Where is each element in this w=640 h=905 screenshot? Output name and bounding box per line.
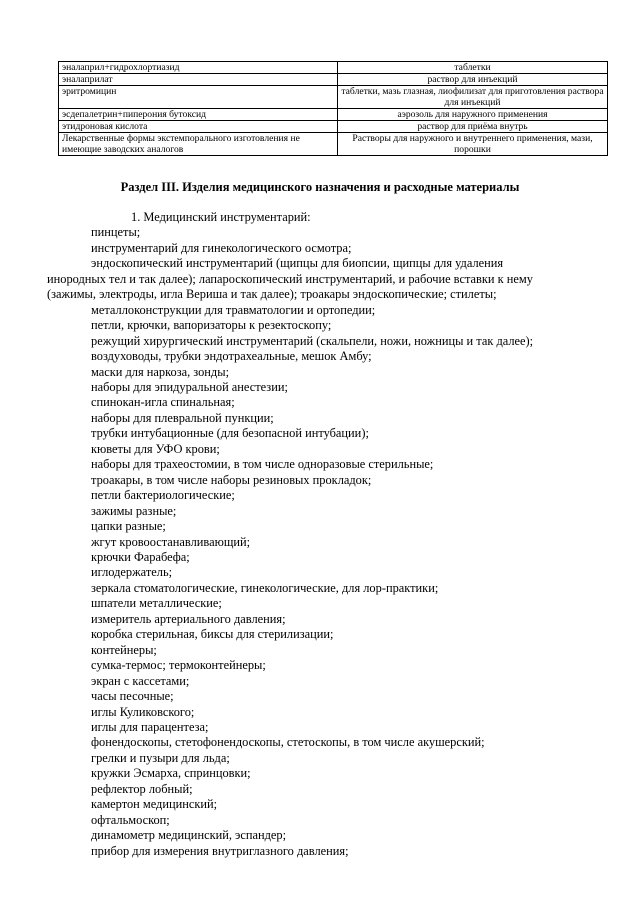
list-item: металлоконструкции для травматологии и ортопедии; <box>91 302 376 317</box>
list-item: воздуховоды, трубки эндотрахеальные, мешок Амбу; <box>91 349 372 364</box>
drug-name-cell: эсдепалетрин+пиперония бутоксид <box>59 109 338 121</box>
table-row <box>59 109 608 121</box>
list-item: фонендоскопы, стетофонендоскопы, стетоскопы, в том числе акушерский; <box>91 735 485 750</box>
list-item: сумка-термос; термоконтейнеры; <box>91 658 266 673</box>
drug-name-cell: этидроновая кислота <box>59 121 338 133</box>
list-item-continuation: (зажимы, электроды, игла Вериша и так далее); троакары эндоскопические; стилеты; <box>47 287 497 302</box>
list-item: коробка стерильная, биксы для стерилизации; <box>91 627 334 642</box>
list-item: камертон медицинский; <box>91 797 218 812</box>
list-item: наборы для плевральной пункции; <box>91 410 274 425</box>
list-item: маски для наркоза, зонды; <box>91 364 230 379</box>
list-item: наборы для эпидуральной анестезии; <box>91 379 288 394</box>
list-item: рефлектор лобный; <box>91 781 193 796</box>
section-title: Раздел III. Изделия медицинского назначения и расходные материалы <box>120 180 520 194</box>
list-item-continuation: инородных тел и так далее); лапароскопический инструментарий, и рабочие вставки к нему <box>47 271 533 286</box>
list-item: троакары, в том числе наборы резиновых прокладок; <box>91 472 372 487</box>
drug-name-cell: Лекарственные формы экстемпорального изготовления не имеющие заводских аналогов <box>59 133 338 156</box>
list-item: крючки Фарабефа; <box>91 549 190 564</box>
list-item: петли бактериологические; <box>91 488 235 503</box>
list-item: грелки и пузыри для льда; <box>91 750 230 765</box>
list-item: иглодержатель; <box>91 565 173 580</box>
list-item: петли, крючки, вапоризаторы к резектоскопу; <box>91 318 332 333</box>
drug-form-cell: аэрозоль для наружного применения <box>338 109 608 121</box>
list-item: режущий хирургический инструментарий (скальпели, ножи, ножницы и так далее); <box>91 333 534 348</box>
list-item: экран с кассетами; <box>91 673 190 688</box>
drug-form-cell: раствор для приёма внутрь <box>338 121 608 133</box>
list-item: наборы для трахеостомии, в том числе одноразовые стерильные; <box>91 457 434 472</box>
list-heading: 1. Медицинский инструментарий: <box>131 210 311 224</box>
list-item: прибор для измерения внутриглазного давления; <box>91 843 349 858</box>
drug-form-cell: Растворы для наружного и внутреннего применения, мази, порошки <box>338 133 608 156</box>
drug-table <box>58 61 608 156</box>
instrument-list <box>47 210 611 859</box>
list-item: шпатели металлические; <box>91 596 222 611</box>
drug-name-cell: эналаприлат <box>59 74 338 86</box>
list-item: кружки Эсмарха, спринцовки; <box>91 766 251 781</box>
drug-form-cell: раствор для инъекций <box>338 74 608 86</box>
list-item: офтальмоскоп; <box>91 812 170 827</box>
list-item: измеритель артериального давления; <box>91 611 286 626</box>
list-item: трубки интубационные (для безопасной интубации); <box>91 426 369 441</box>
drug-form-cell: таблетки <box>338 62 608 74</box>
list-item: зеркала стоматологические, гинекологические, для лор-практики; <box>91 580 439 595</box>
list-item: цапки разные; <box>91 519 166 534</box>
list-item: спинокан-игла спинальная; <box>91 395 235 410</box>
table-row <box>59 133 608 156</box>
list-item: иглы Куликовского; <box>91 704 195 719</box>
list-item: динамометр медицинский, эспандер; <box>91 828 287 843</box>
list-item: пинцеты; <box>91 225 141 240</box>
table-row <box>59 121 608 133</box>
list-item: кюветы для УФО крови; <box>91 441 220 456</box>
list-item: инструментарий для гинекологического осмотра; <box>91 240 352 255</box>
list-item: иглы для парацентеза; <box>91 719 209 734</box>
list-item: зажимы разные; <box>91 503 177 518</box>
list-item: контейнеры; <box>91 642 157 657</box>
list-item: часы песочные; <box>91 689 174 704</box>
drug-form-cell: таблетки, мазь глазная, лиофилизат для приготовления раствора для инъекций <box>338 86 608 109</box>
drug-name-cell: эритромицин <box>59 86 338 109</box>
table-row <box>59 62 608 74</box>
drug-name-cell: эналаприл+гидрохлортиазид <box>59 62 338 74</box>
table-row <box>59 74 608 86</box>
table-row <box>59 86 608 109</box>
list-item: жгут кровоостанавливающий; <box>91 534 251 549</box>
list-item: эндоскопический инструментарий (щипцы для биопсии, щипцы для удаления <box>91 256 504 271</box>
